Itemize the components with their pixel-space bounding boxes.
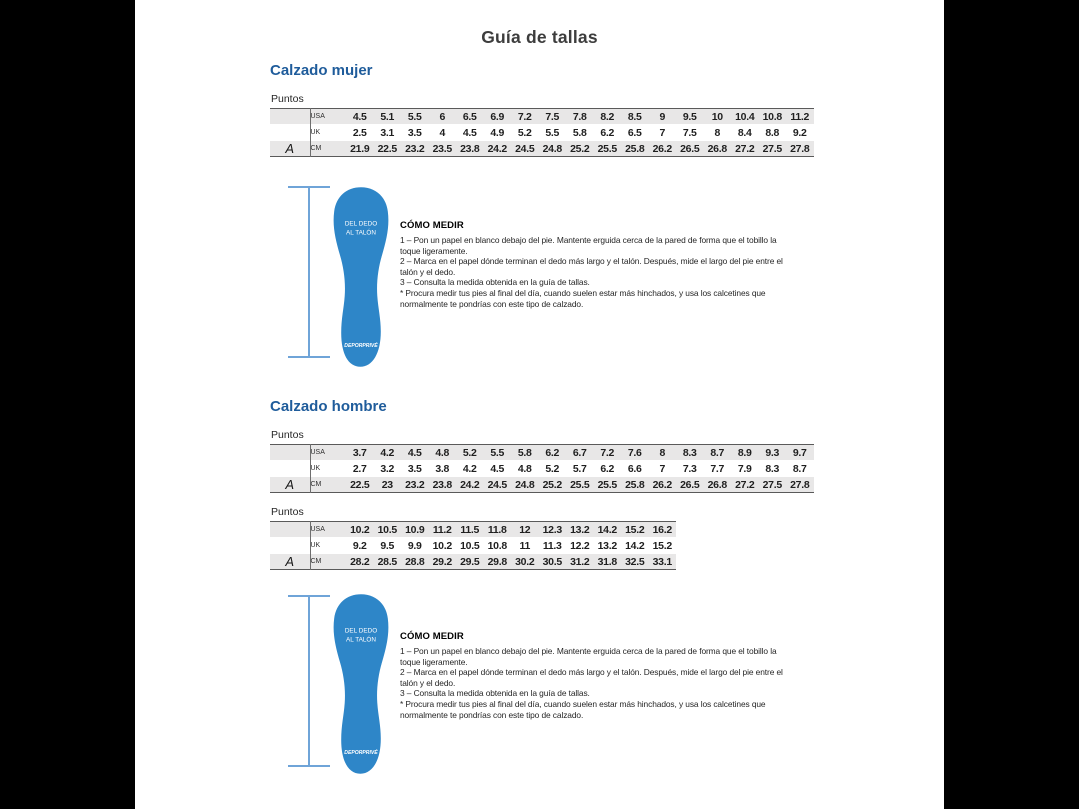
size-value-cell: 5.8 xyxy=(566,125,594,141)
brand-logo-text: DEPORPRIVÉ xyxy=(344,342,378,349)
size-value-cell: 23.2 xyxy=(401,477,429,493)
size-value-cell: 5.5 xyxy=(484,445,512,461)
size-value-cell: 24.8 xyxy=(511,477,539,493)
size-value-cell: 7.8 xyxy=(566,109,594,125)
table-row-cm xyxy=(270,477,814,493)
footprint-shape xyxy=(334,187,389,366)
size-value-cell: 12.2 xyxy=(566,538,594,554)
size-value-cell: 6 xyxy=(429,109,457,125)
size-value-cell: 26.2 xyxy=(649,477,677,493)
size-value-cell: 12 xyxy=(511,522,539,538)
size-table-men-2 xyxy=(270,521,676,570)
size-value-cell: 8 xyxy=(704,125,732,141)
size-value-cell: 15.2 xyxy=(621,522,649,538)
size-value-cell: 6.2 xyxy=(594,461,622,477)
size-value-cell: 16.2 xyxy=(649,522,677,538)
size-value-cell: 4.2 xyxy=(456,461,484,477)
size-value-cell: 26.2 xyxy=(649,141,677,157)
size-value-cell: 7.6 xyxy=(621,445,649,461)
size-value-cell: 6.5 xyxy=(621,125,649,141)
size-value-cell: 8.5 xyxy=(621,109,649,125)
size-value-cell: 10.2 xyxy=(429,538,457,554)
size-value-cell: 9 xyxy=(649,109,677,125)
size-value-cell: 3.5 xyxy=(401,125,429,141)
size-value-cell: 10.8 xyxy=(759,109,787,125)
how-to-measure-title: CÓMO MEDIR xyxy=(400,220,464,231)
table-row-usa xyxy=(270,445,814,461)
size-value-cell: 31.2 xyxy=(566,554,594,570)
size-value-cell: 31.8 xyxy=(594,554,622,570)
row-label: CM xyxy=(310,141,346,157)
size-value-cell: 15.2 xyxy=(649,538,677,554)
corner-cell xyxy=(270,445,310,461)
size-value-cell: 8.7 xyxy=(704,445,732,461)
size-value-cell: 25.8 xyxy=(621,141,649,157)
size-guide-document xyxy=(135,0,944,809)
size-value-cell: 9.3 xyxy=(759,445,787,461)
size-value-cell: 2.5 xyxy=(346,125,374,141)
row-label: USA xyxy=(310,109,346,125)
size-value-cell: 24.5 xyxy=(484,477,512,493)
size-value-cell: 10.8 xyxy=(484,538,512,554)
size-value-cell: 7.2 xyxy=(594,445,622,461)
size-value-cell: 5.2 xyxy=(456,445,484,461)
size-value-cell: 25.5 xyxy=(594,477,622,493)
size-value-cell: 5.1 xyxy=(374,109,402,125)
size-value-cell: 8.9 xyxy=(731,445,759,461)
instruction-line: 1 – Pon un papel en blanco debajo del pie. Mantente erguida cerca de la pared de forma que el tobillo la xyxy=(400,646,777,656)
corner-cell xyxy=(270,461,310,477)
size-value-cell: 28.2 xyxy=(346,554,374,570)
size-value-cell: 4.8 xyxy=(429,445,457,461)
size-value-cell: 24.2 xyxy=(484,141,512,157)
footprint-label-line2: AL TALÓN xyxy=(346,636,376,644)
row-label: CM xyxy=(310,554,346,570)
footprint-shape xyxy=(334,594,389,773)
measurement-line xyxy=(308,188,310,356)
corner-cell xyxy=(270,125,310,141)
size-value-cell: 27.5 xyxy=(759,141,787,157)
size-value-cell: 21.9 xyxy=(346,141,374,157)
size-value-cell: 3.1 xyxy=(374,125,402,141)
how-to-measure-block xyxy=(400,220,820,309)
size-value-cell: 23.8 xyxy=(456,141,484,157)
size-value-cell: 26.5 xyxy=(676,477,704,493)
table-row-usa xyxy=(270,109,814,125)
size-value-cell: 30.2 xyxy=(511,554,539,570)
row-label: USA xyxy=(310,522,346,538)
size-value-cell: 7 xyxy=(649,125,677,141)
section-heading-men: Calzado hombre xyxy=(270,398,387,415)
size-value-cell: 12.3 xyxy=(539,522,567,538)
size-value-cell: 22.5 xyxy=(374,141,402,157)
footprint-label-line1: DEL DEDO xyxy=(344,627,378,635)
size-value-cell: 26.8 xyxy=(704,141,732,157)
size-value-cell: 22.5 xyxy=(346,477,374,493)
size-value-cell: 11.8 xyxy=(484,522,512,538)
size-value-cell: 3.8 xyxy=(429,461,457,477)
size-value-cell: 2.7 xyxy=(346,461,374,477)
size-value-cell: 27.5 xyxy=(759,477,787,493)
instruction-line: 1 – Pon un papel en blanco debajo del pie. Mantente erguida cerca de la pared de forma que el tobillo la xyxy=(400,235,777,245)
size-value-cell: 5.5 xyxy=(401,109,429,125)
size-value-cell: 8.8 xyxy=(759,125,787,141)
size-value-cell: 30.5 xyxy=(539,554,567,570)
row-label: CM xyxy=(310,477,346,493)
size-value-cell: 24.8 xyxy=(539,141,567,157)
instruction-line: 3 – Consulta la medida obtenida en la guía de tallas. xyxy=(400,688,590,699)
size-value-cell: 11.2 xyxy=(786,109,814,125)
size-value-cell: 4.5 xyxy=(456,125,484,141)
size-value-cell: 32.5 xyxy=(621,554,649,570)
size-table-men-1 xyxy=(270,444,814,493)
table-row-uk xyxy=(270,125,814,141)
size-value-cell: 9.2 xyxy=(346,538,374,554)
size-value-cell: 6.6 xyxy=(621,461,649,477)
measurement-line xyxy=(308,597,310,765)
size-value-cell: 5.2 xyxy=(511,125,539,141)
size-value-cell: 11.2 xyxy=(429,522,457,538)
size-value-cell: 6.5 xyxy=(456,109,484,125)
table-caption-puntos: Puntos xyxy=(271,429,304,441)
instruction-line: talón y el dedo. xyxy=(400,266,456,277)
size-value-cell: 8 xyxy=(649,445,677,461)
instruction-line: toque ligeramente. xyxy=(400,245,468,256)
table-row-uk xyxy=(270,538,676,554)
how-to-measure-title: CÓMO MEDIR xyxy=(400,631,464,642)
size-value-cell: 4.5 xyxy=(401,445,429,461)
instruction-line: normalmente te pondrías con este tipo de calzado. xyxy=(400,709,584,720)
size-value-cell: 27.2 xyxy=(731,477,759,493)
size-value-cell: 5.5 xyxy=(539,125,567,141)
size-value-cell: 25.5 xyxy=(566,477,594,493)
table-caption-puntos: Puntos xyxy=(271,506,304,518)
size-value-cell: 7.2 xyxy=(511,109,539,125)
size-value-cell: 28.5 xyxy=(374,554,402,570)
size-value-cell: 26.8 xyxy=(704,477,732,493)
size-value-cell: 7.7 xyxy=(704,461,732,477)
instruction-line: 2 – Marca en el papel dónde terminan el dedo más largo y el talón. Después, mide el largo del pie entre el xyxy=(400,256,783,267)
size-value-cell: 8.3 xyxy=(759,461,787,477)
instruction-line: * Procura medir tus pies al final del día, cuando suelen estar más hinchados, y usa los calcetines que xyxy=(400,287,766,298)
size-value-cell: 4.5 xyxy=(484,461,512,477)
footprint-illustration xyxy=(328,186,394,368)
measurement-bracket xyxy=(288,595,330,767)
corner-cell xyxy=(270,538,310,554)
how-to-measure-instructions xyxy=(400,235,820,309)
size-value-cell: 29.2 xyxy=(429,554,457,570)
table-row-cm xyxy=(270,554,676,570)
size-value-cell: 6.2 xyxy=(539,445,567,461)
size-value-cell: 23.5 xyxy=(429,141,457,157)
size-value-cell: 11.3 xyxy=(539,538,567,554)
row-label: UK xyxy=(310,125,346,141)
table-row-cm xyxy=(270,141,814,157)
size-value-cell: 5.8 xyxy=(511,445,539,461)
corner-cell xyxy=(270,522,310,538)
size-value-cell: 23 xyxy=(374,477,402,493)
size-value-cell: 11 xyxy=(511,538,539,554)
size-value-cell: 9.7 xyxy=(786,445,814,461)
page-title: Guía de tallas xyxy=(481,27,598,47)
size-value-cell: 10.5 xyxy=(456,538,484,554)
instruction-line: talón y el dedo. xyxy=(400,677,456,688)
size-value-cell: 7.5 xyxy=(676,125,704,141)
size-value-cell: 27.2 xyxy=(731,141,759,157)
size-value-cell: 3.2 xyxy=(374,461,402,477)
size-value-cell: 9.5 xyxy=(374,538,402,554)
size-value-cell: 8.4 xyxy=(731,125,759,141)
size-value-cell: 14.2 xyxy=(621,538,649,554)
size-value-cell: 6.2 xyxy=(594,125,622,141)
size-value-cell: 24.5 xyxy=(511,141,539,157)
size-value-cell: 3.5 xyxy=(401,461,429,477)
footprint-label-line1: DEL DEDO xyxy=(344,220,378,228)
size-value-cell: 11.5 xyxy=(456,522,484,538)
size-value-cell: 23.8 xyxy=(429,477,457,493)
size-value-cell: 25.2 xyxy=(566,141,594,157)
footprint-illustration xyxy=(328,593,394,775)
size-value-cell: 9.9 xyxy=(401,538,429,554)
size-value-cell: 27.8 xyxy=(786,141,814,157)
size-value-cell: 29.8 xyxy=(484,554,512,570)
size-value-cell: 4.5 xyxy=(346,109,374,125)
size-value-cell: 27.8 xyxy=(786,477,814,493)
footprint-label-line2: AL TALÓN xyxy=(346,229,376,237)
size-value-cell: 10.4 xyxy=(731,109,759,125)
corner-cell: A xyxy=(270,141,310,157)
corner-cell xyxy=(270,109,310,125)
size-value-cell: 4 xyxy=(429,125,457,141)
size-value-cell: 28.8 xyxy=(401,554,429,570)
table-row-uk xyxy=(270,461,814,477)
measurement-bracket xyxy=(288,186,330,358)
size-value-cell: 5.2 xyxy=(539,461,567,477)
row-label: USA xyxy=(310,445,346,461)
size-value-cell: 25.2 xyxy=(539,477,567,493)
size-value-cell: 24.2 xyxy=(456,477,484,493)
size-table-women xyxy=(270,108,814,157)
size-value-cell: 9.5 xyxy=(676,109,704,125)
size-value-cell: 4.9 xyxy=(484,125,512,141)
size-value-cell: 13.2 xyxy=(566,522,594,538)
instruction-line: toque ligeramente. xyxy=(400,656,468,667)
size-value-cell: 13.2 xyxy=(594,538,622,554)
instruction-line: 3 – Consulta la medida obtenida en la guía de tallas. xyxy=(400,277,590,288)
size-value-cell: 10.2 xyxy=(346,522,374,538)
size-value-cell: 8.2 xyxy=(594,109,622,125)
instruction-line: * Procura medir tus pies al final del día, cuando suelen estar más hinchados, y usa los calcetines que xyxy=(400,698,766,709)
table-caption-puntos: Puntos xyxy=(271,93,304,105)
size-value-cell: 10.9 xyxy=(401,522,429,538)
size-value-cell: 10.5 xyxy=(374,522,402,538)
size-value-cell: 8.3 xyxy=(676,445,704,461)
corner-cell: A xyxy=(270,554,310,570)
section-heading-women: Calzado mujer xyxy=(270,62,373,79)
size-value-cell: 4.8 xyxy=(511,461,539,477)
size-value-cell: 7 xyxy=(649,461,677,477)
size-value-cell: 10 xyxy=(704,109,732,125)
size-value-cell: 8.7 xyxy=(786,461,814,477)
row-label: UK xyxy=(310,538,346,554)
size-value-cell: 29.5 xyxy=(456,554,484,570)
instruction-line: 2 – Marca en el papel dónde terminan el dedo más largo y el talón. Después, mide el largo del pie entre el xyxy=(400,667,783,678)
brand-logo-text: DEPORPRIVÉ xyxy=(344,749,378,756)
row-label: UK xyxy=(310,461,346,477)
corner-cell: A xyxy=(270,477,310,493)
size-value-cell: 5.7 xyxy=(566,461,594,477)
table-row-usa xyxy=(270,522,676,538)
size-value-cell: 7.9 xyxy=(731,461,759,477)
size-value-cell: 7.3 xyxy=(676,461,704,477)
how-to-measure-block xyxy=(400,631,820,720)
size-value-cell: 6.9 xyxy=(484,109,512,125)
instruction-line: normalmente te pondrías con este tipo de calzado. xyxy=(400,298,584,309)
size-value-cell: 33.1 xyxy=(649,554,677,570)
size-value-cell: 9.2 xyxy=(786,125,814,141)
how-to-measure-instructions xyxy=(400,646,820,720)
size-value-cell: 26.5 xyxy=(676,141,704,157)
size-value-cell: 23.2 xyxy=(401,141,429,157)
size-value-cell: 25.5 xyxy=(594,141,622,157)
size-value-cell: 6.7 xyxy=(566,445,594,461)
size-value-cell: 3.7 xyxy=(346,445,374,461)
size-value-cell: 4.2 xyxy=(374,445,402,461)
size-value-cell: 14.2 xyxy=(594,522,622,538)
size-value-cell: 7.5 xyxy=(539,109,567,125)
size-value-cell: 25.8 xyxy=(621,477,649,493)
